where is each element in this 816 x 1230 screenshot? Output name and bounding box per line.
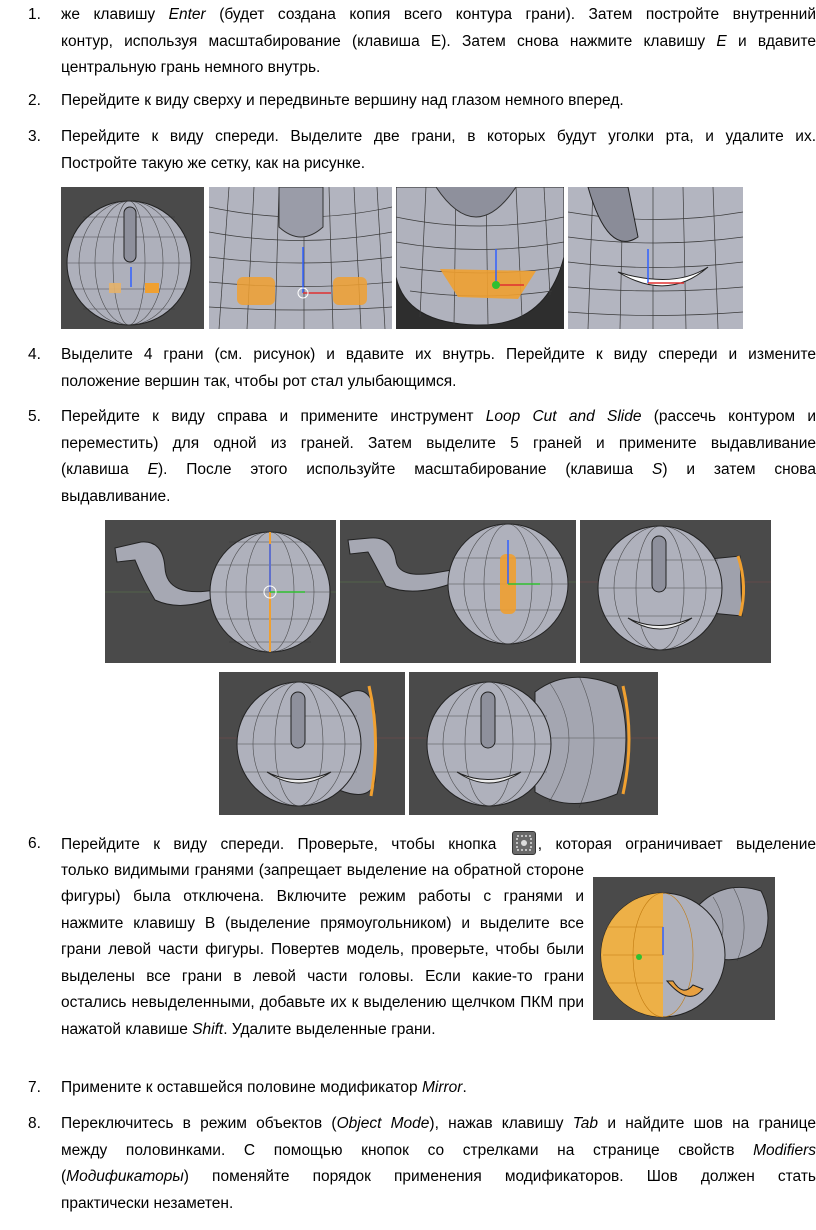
item-number: 4. bbox=[28, 346, 41, 363]
occlude-geometry-button-icon bbox=[512, 831, 536, 855]
list-item-8 bbox=[28, 1111, 816, 1219]
screenshot-side-view-loop-cut bbox=[105, 520, 336, 663]
screenshot-mouth-grid-closeup bbox=[396, 187, 564, 329]
item-number: 7. bbox=[28, 1079, 41, 1096]
list-item-3 bbox=[28, 124, 816, 178]
screenshot-front-scaled bbox=[219, 672, 405, 815]
item-text: Перейдите к виду спереди. Проверьте, чтобы кнопка , которая ограничивает выделение bbox=[61, 831, 816, 859]
item-text: Перейдите к виду сверху и передвиньте вершину над глазом немного вперед. bbox=[61, 92, 624, 109]
item-number: 2. bbox=[28, 92, 41, 109]
screenshot-front-extruded bbox=[580, 520, 771, 663]
item-text: Примените к оставшейся половине модификатор Mirror. bbox=[61, 1079, 467, 1096]
list-item-1 bbox=[28, 2, 816, 82]
item-number: 1. bbox=[28, 6, 41, 23]
item-text: Перейдите к виду спереди. Выделите две грани, в которых будут уголки рта, и удалите их. Постройте такую же сетку, как на рисунке. bbox=[61, 128, 816, 172]
item-6-wrapped-text: только видимыми гранями (запрещает выделение на обратной стороне фигуры) была отключена. Включите режим работы с гранями и нажмите клавишу B (выделение прямоугольником) и выделите все грани левой части фигуры. Повертев модель, проверьте, чтобы были выделены все грани в левой части головы. Если какие-то грани остались невыделенными, добавьте их к выделению щелчком ПКМ при нажатой клавише Shift. Удалите выделенные грани. bbox=[61, 861, 585, 1038]
item-text: Выделите 4 грани (см. рисунок) и вдавите их внутрь. Перейдите к виду спереди и измените положение вершин так, чтобы рот стал улыбающимся. bbox=[61, 346, 816, 390]
item-number: 8. bbox=[28, 1115, 41, 1132]
screenshot-left-half-selected bbox=[593, 877, 775, 1020]
item-text: Переключитесь в режим объектов (Object Mode), нажав клавишу Tab и найдите шов на границе между половинками. С помощью кнопок со стрелками на странице свойств Modifiers (Модификаторы) поменяйте порядок применения модификаторов. Шов должен стать практически незаметен. bbox=[61, 1115, 816, 1212]
screenshot-front-sphere-mouth-faces bbox=[61, 187, 204, 329]
item-number: 6. bbox=[28, 835, 41, 852]
item-text: же клавишу Enter (будет создана копия всего контура грани). Затем постройте внутренний контур, используя масштабирование (клавиша E). Затем снова нажмите клавишу E и вдавите центральную грань немного внутрь. bbox=[61, 6, 816, 76]
list-item-4 bbox=[28, 342, 816, 396]
list-item-7 bbox=[28, 1075, 816, 1102]
list-item-2 bbox=[28, 88, 816, 115]
screenshot-smile-mouth-closeup bbox=[568, 187, 743, 329]
list-item-5 bbox=[28, 404, 816, 512]
item-number: 5. bbox=[28, 408, 41, 425]
item-number: 3. bbox=[28, 128, 41, 145]
screenshot-side-view-selected-faces bbox=[340, 520, 576, 663]
item-text: Перейдите к виду справа и примените инструмент Loop Cut and Slide (рассечь контуром и переместить) для одной из граней. Затем выделите 5 граней и примените выдавливание (клавиша E). После этого используйте масштабирование (клавиша S) и затем снова выдавливание. bbox=[61, 408, 816, 505]
screenshot-mouth-corner-faces-closeup bbox=[209, 187, 392, 329]
screenshot-front-extruded-again bbox=[409, 672, 658, 815]
